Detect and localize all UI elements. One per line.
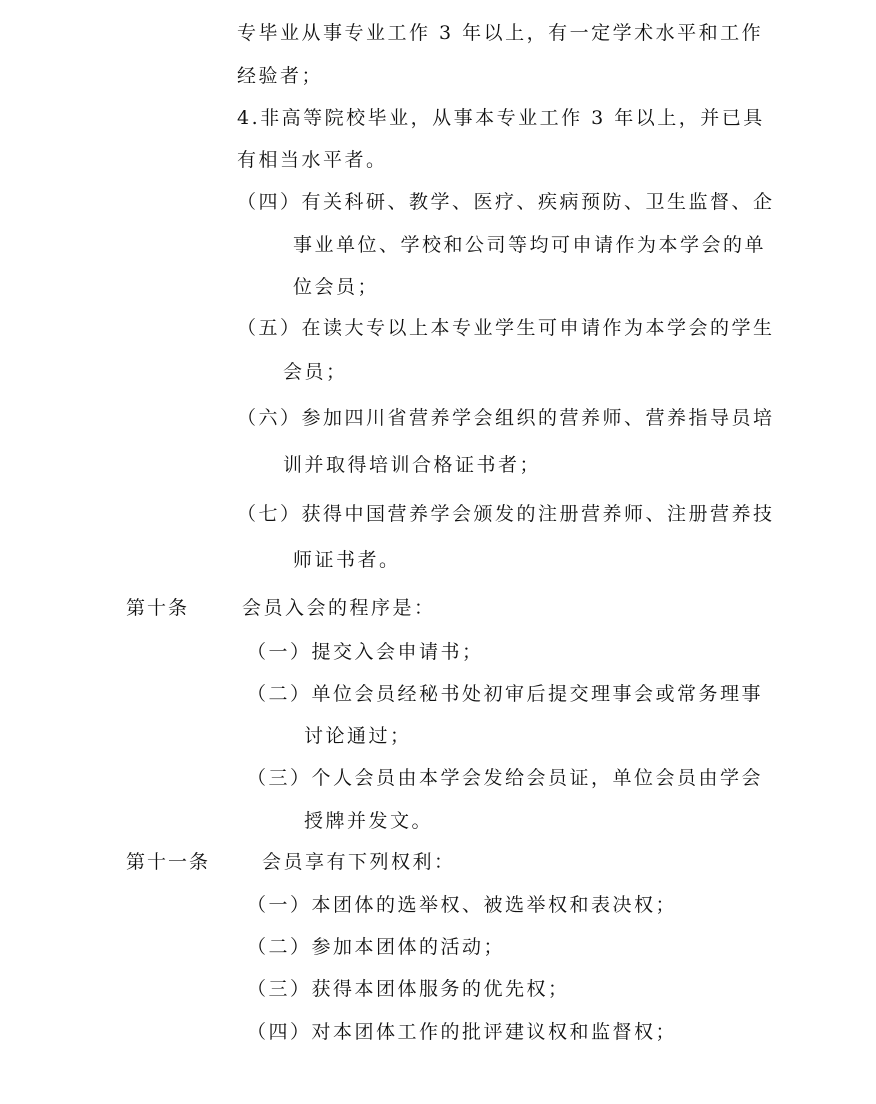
list-item: （一）提交入会申请书； <box>247 641 484 663</box>
list-item-6: （六）参加四川省营养学会组织的营养师、营养指导员培 <box>237 407 775 429</box>
article-10-title: 会员入会的程序是： <box>242 597 436 619</box>
list-item: （二）参加本团体的活动； <box>247 936 506 958</box>
list-item-7: （七）获得中国营养学会颁发的注册营养师、注册营养技 <box>237 503 775 525</box>
article-11-label: 第十一条 <box>126 851 211 873</box>
text-line: 位会员； <box>293 276 380 298</box>
list-item: （一）本团体的选举权、被选举权和表决权； <box>247 894 678 916</box>
list-item-4: （四）有关科研、教学、医疗、疾病预防、卫生监督、企 <box>237 191 775 213</box>
text-line: 师证书者。 <box>293 549 401 571</box>
list-item: （三）获得本团体服务的优先权； <box>247 978 570 1000</box>
text-line: 有相当水平者。 <box>237 149 388 171</box>
text-line: 事业单位、学校和公司等均可申请作为本学会的单 <box>293 234 767 256</box>
text-line: 经验者； <box>237 65 324 87</box>
list-item: （三）个人会员由本学会发给会员证，单位会员由学会 <box>247 767 764 789</box>
text-line: 4.非高等院校毕业，从事本专业工作 3 年以上，并已具 <box>237 107 765 129</box>
article-10-label: 第十条 <box>126 597 190 619</box>
list-item: （二）单位会员经秘书处初审后提交理事会或常务理事 <box>247 683 764 705</box>
text-line: 训并取得培训合格证书者； <box>283 454 542 476</box>
list-item: （四）对本团体工作的批评建议权和监督权； <box>247 1021 678 1043</box>
text-line: 专毕业从事专业工作 3 年以上，有一定学术水平和工作 <box>237 22 764 44</box>
text-line: 会员； <box>283 361 348 383</box>
article-11-title: 会员享有下列权利： <box>262 851 456 873</box>
text-line: 授牌并发文。 <box>304 810 434 832</box>
text-line: 讨论通过； <box>304 725 412 747</box>
list-item-5: （五）在读大专以上本专业学生可申请作为本学会的学生 <box>237 317 775 339</box>
